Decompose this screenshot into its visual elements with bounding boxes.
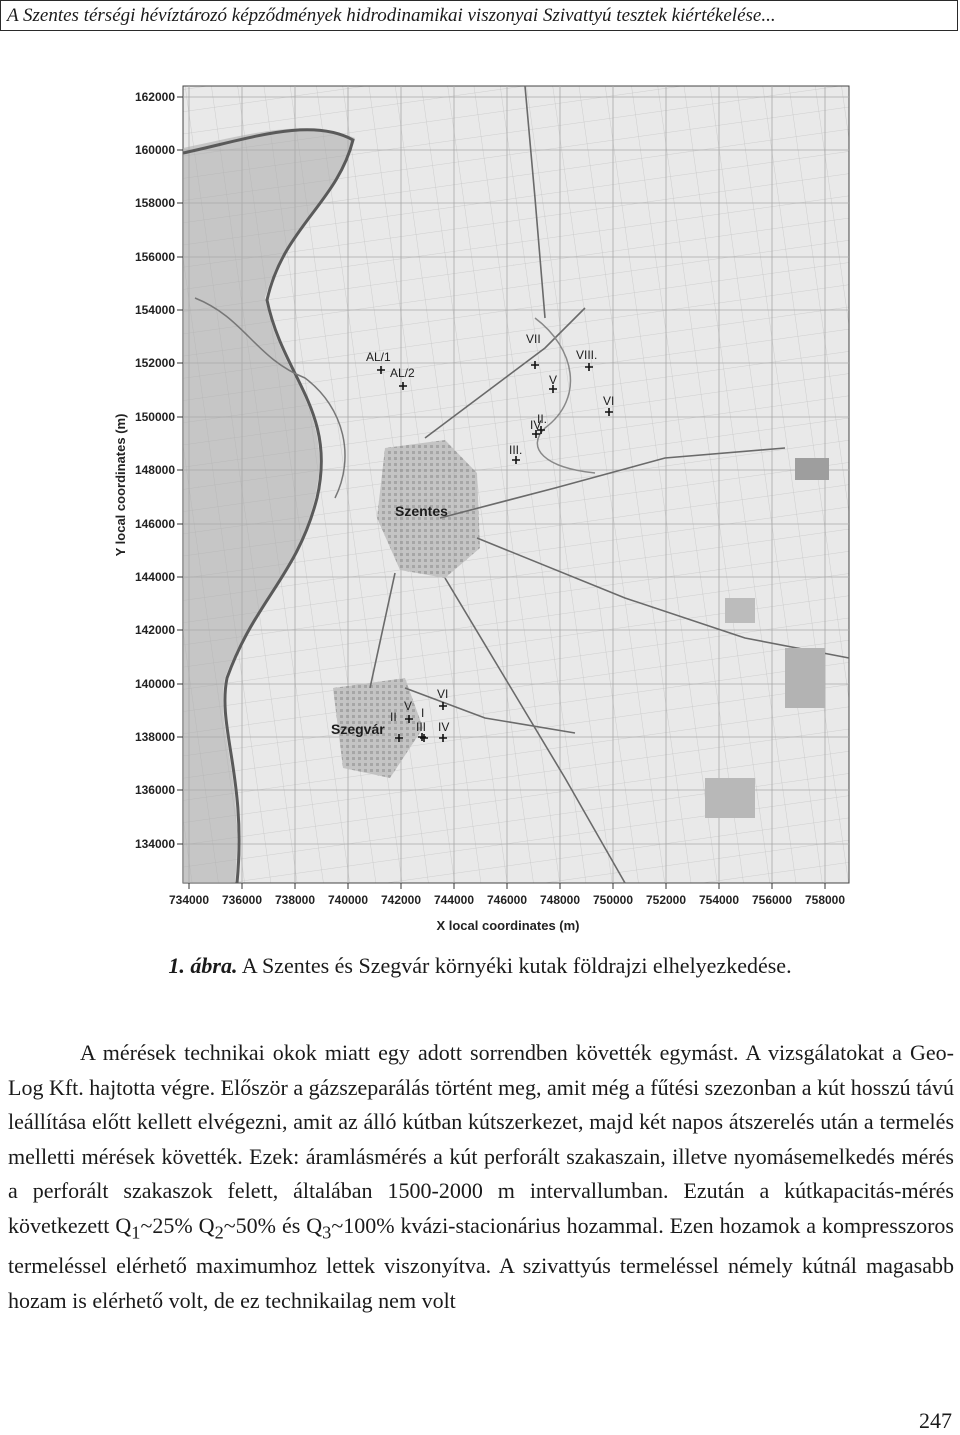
y-axis-title: Y local coordinates (m) <box>113 413 128 557</box>
x-tick-label: 754000 <box>698 893 740 907</box>
y-tick-label: 148000 <box>134 463 175 477</box>
body-text-part: A mérések technikai okok miatt egy adott sorrendben követték egymást. A vizsgálatokat a Geo-Log Kft. hajtotta végre. Először a gázszeparálás történt meg, amit még a fűtési szezonban a kút hosszú távú leállítása előtt kellett elvégezni, amit az álló kútban kútszerkezet, majd két napos átszerelés után a termelés melletti mérések követték. Ezek: áramlásmérés a kút perforált szakaszain, illetve nyomásemelkedés mérés a perforált szakaszok felett, általában 1500-2000 m intervallumban. Ezután a kútkapacitás-mérés következett Q <box>8 1040 954 1238</box>
running-header: A Szentes térségi hévíztározó képződmények hidrodinamikai viszonyai Szivattyú tesztek kiértékelése... <box>0 0 958 31</box>
subscript: 1 <box>131 1221 141 1242</box>
y-tick-label: 136000 <box>134 783 175 797</box>
y-tick-label: 156000 <box>134 250 175 264</box>
body-text-part: ~25% Q <box>140 1212 215 1238</box>
well-label-iv: IV <box>530 418 542 432</box>
y-tick-label: 146000 <box>134 517 175 531</box>
y-tick-label: 138000 <box>134 730 175 744</box>
well-label-vi: VI <box>603 394 615 408</box>
y-tick-label: 152000 <box>134 356 175 370</box>
x-tick-label: 738000 <box>274 893 316 907</box>
x-tick-label: 734000 <box>168 893 210 907</box>
body-text-part: ~100% kvázi-stacionárius hozammal. Ezen hozamok a kompresszoros termeléssel elérhető maximumhoz lettek viszonyítva. A szivattyús termeléssel némely kútnál magasabb hozam is elérhető volt, de ez technikailag nem volt <box>8 1212 954 1313</box>
well-label-al2: AL/2 <box>390 366 415 380</box>
town-label-szentes: Szentes <box>395 503 448 519</box>
figure-caption <box>0 953 960 979</box>
subscript: 3 <box>322 1221 332 1242</box>
y-tick-label: 160000 <box>134 143 175 157</box>
y-tick-label: 162000 <box>134 90 175 104</box>
x-tick-marks <box>189 883 825 889</box>
well-label-al1: AL/1 <box>366 350 391 364</box>
well-label-v: V <box>549 373 558 387</box>
y-tick-labels <box>135 90 175 851</box>
x-tick-label: 756000 <box>751 893 793 907</box>
well-label-szegvar-ii: II <box>390 710 397 724</box>
y-tick-label: 158000 <box>134 196 175 210</box>
x-tick-label: 752000 <box>645 893 687 907</box>
x-tick-label: 758000 <box>804 893 846 907</box>
subscript: 2 <box>214 1221 224 1242</box>
body-paragraph <box>8 1036 954 1318</box>
basemap <box>183 86 849 883</box>
x-tick-label: 736000 <box>221 893 263 907</box>
y-tick-marks <box>177 97 183 844</box>
town-label-szegvar: Szegvár <box>331 721 385 737</box>
x-tick-label: 744000 <box>433 893 475 907</box>
well-label-iii: III. <box>509 443 523 457</box>
well-label-szegvar-vi: VI <box>437 687 449 701</box>
y-tick-label: 142000 <box>134 623 175 637</box>
x-tick-labels <box>169 893 845 907</box>
well-label-vii: VII <box>526 332 541 346</box>
well-label-viii: VIII. <box>576 348 598 362</box>
y-tick-label: 154000 <box>134 303 175 317</box>
well-label-szegvar-iv: IV <box>438 720 450 734</box>
y-tick-label: 144000 <box>134 570 175 584</box>
y-tick-label: 150000 <box>134 410 175 424</box>
body-text-part: ~50% és Q <box>223 1212 323 1238</box>
figure-number: 1. ábra. <box>168 953 238 978</box>
well-label-ii: II. <box>537 412 548 426</box>
well-label-szegvar-i: I <box>421 706 425 720</box>
x-tick-label: 740000 <box>327 893 369 907</box>
page-number: 247 <box>919 1408 952 1433</box>
well-label-szegvar-iii: III <box>416 720 427 734</box>
figure-caption-text: A Szentes és Szegvár környéki kutak földrajzi elhelyezkedése. <box>237 953 792 978</box>
x-tick-label: 742000 <box>380 893 422 907</box>
well-label-szegvar-v: V <box>404 699 413 713</box>
x-axis-title: X local coordinates (m) <box>436 918 580 933</box>
x-tick-label: 748000 <box>539 893 581 907</box>
x-tick-label: 750000 <box>592 893 634 907</box>
map-figure <box>105 78 865 938</box>
y-tick-label: 140000 <box>134 677 175 691</box>
x-tick-label: 746000 <box>486 893 528 907</box>
y-tick-label: 134000 <box>134 837 175 851</box>
